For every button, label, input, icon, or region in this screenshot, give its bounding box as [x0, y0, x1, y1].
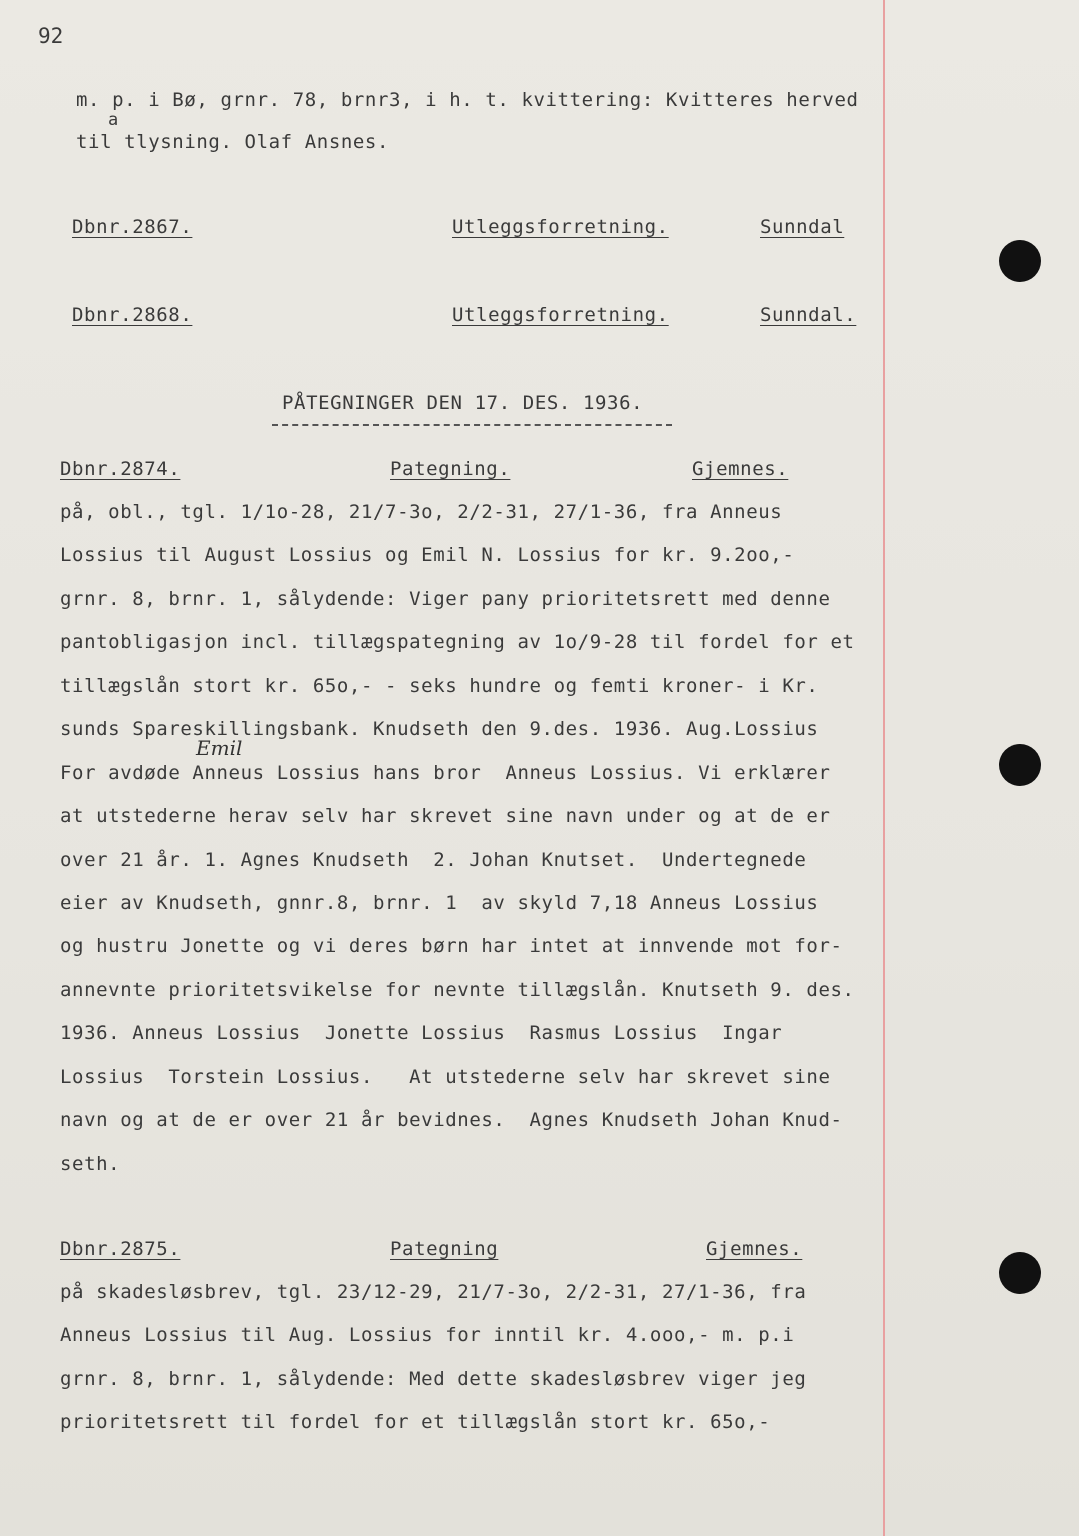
entry-number: Dbnr.2874. — [60, 458, 181, 480]
punch-hole — [999, 1252, 1041, 1294]
text-line: a — [108, 110, 119, 130]
text-line: prioritetsrett til fordel for et tillægslån stort kr. 65o,- — [60, 1411, 771, 1433]
text-line: 1936. Anneus Lossius Jonette Lossius Rasmus Lossius Ingar — [60, 1022, 783, 1044]
text-line: Lossius til August Lossius og Emil N. Lossius for kr. 9.2oo,- — [60, 544, 795, 566]
text-line: på skadesløsbrev, tgl. 23/12-29, 21/7-3o, 2/2-31, 27/1-36, fra — [60, 1281, 807, 1303]
entry-place: Gjemnes. — [692, 458, 789, 480]
text-line: til tlysning. Olaf Ansnes. — [76, 131, 390, 153]
text-line: Lossius Torstein Lossius. At utstederne selv har skrevet sine — [60, 1066, 831, 1088]
entry-number: Dbnr.2875. — [60, 1238, 181, 1260]
entry-place: Sunndal. — [760, 304, 857, 326]
text-line: navn og at de er over 21 år bevidnes. Agnes Knudseth Johan Knud- — [60, 1109, 843, 1131]
punch-hole — [999, 744, 1041, 786]
text-line: tillægslån stort kr. 65o,- - seks hundre og femti kroner- i Kr. — [60, 675, 819, 697]
text-line: at utstederne herav selv har skrevet sine navn under og at de er — [60, 805, 831, 827]
text-line: m. p. i Bø, grnr. 78, brnr3, i h. t. kvittering: Kvitteres herved — [76, 89, 859, 111]
text-line: seth. — [60, 1153, 121, 1175]
entry-type: Pategning. — [390, 458, 511, 480]
entry-number: Dbnr.2868. — [72, 304, 193, 326]
entry-type: Pategning — [390, 1238, 499, 1260]
text-line: pantobligasjon incl. tillægspategning av 1o/9-28 til fordel for et — [60, 631, 855, 653]
page-number: 92 — [38, 24, 64, 48]
text-line: og hustru Jonette og vi deres børn har intet at innvende mot for- — [60, 935, 843, 957]
heading-divider — [272, 424, 672, 426]
text-line: over 21 år. 1. Agnes Knudseth 2. Johan Knutset. Undertegnede — [60, 849, 807, 871]
text-line: grnr. 8, brnr. 1, sålydende: Med dette skadesløsbrev viger jeg — [60, 1368, 807, 1390]
punch-hole — [999, 240, 1041, 282]
margin-rule — [883, 0, 885, 1536]
text-line: annevnte prioritetsvikelse for nevnte tillægslån. Knutseth 9. des. — [60, 979, 855, 1001]
section-heading: PÅTEGNINGER DEN 17. DES. 1936. — [282, 392, 644, 414]
text-line: For avdøde Anneus Lossius hans bror Anneus Lossius. Vi erklærer — [60, 762, 831, 784]
text-line: Anneus Lossius til Aug. Lossius for inntil kr. 4.ooo,- m. p.i — [60, 1324, 795, 1346]
entry-number: Dbnr.2867. — [72, 216, 193, 238]
text-line: sunds Spareskillingsbank. Knudseth den 9.des. 1936. Aug.Lossius — [60, 718, 819, 740]
text-line: på, obl., tgl. 1/1o-28, 21/7-3o, 2/2-31, 27/1-36, fra Anneus — [60, 501, 783, 523]
entry-type: Utleggsforretning. — [452, 304, 669, 326]
entry-type: Utleggsforretning. — [452, 216, 669, 238]
text-line: grnr. 8, brnr. 1, sålydende: Viger pany prioritetsrett med denne — [60, 588, 831, 610]
handwritten-insert: Emil — [196, 736, 243, 760]
text-line: eier av Knudseth, gnnr.8, brnr. 1 av skyld 7,18 Anneus Lossius — [60, 892, 819, 914]
entry-place: Gjemnes. — [706, 1238, 803, 1260]
entry-place: Sunndal — [760, 216, 845, 238]
